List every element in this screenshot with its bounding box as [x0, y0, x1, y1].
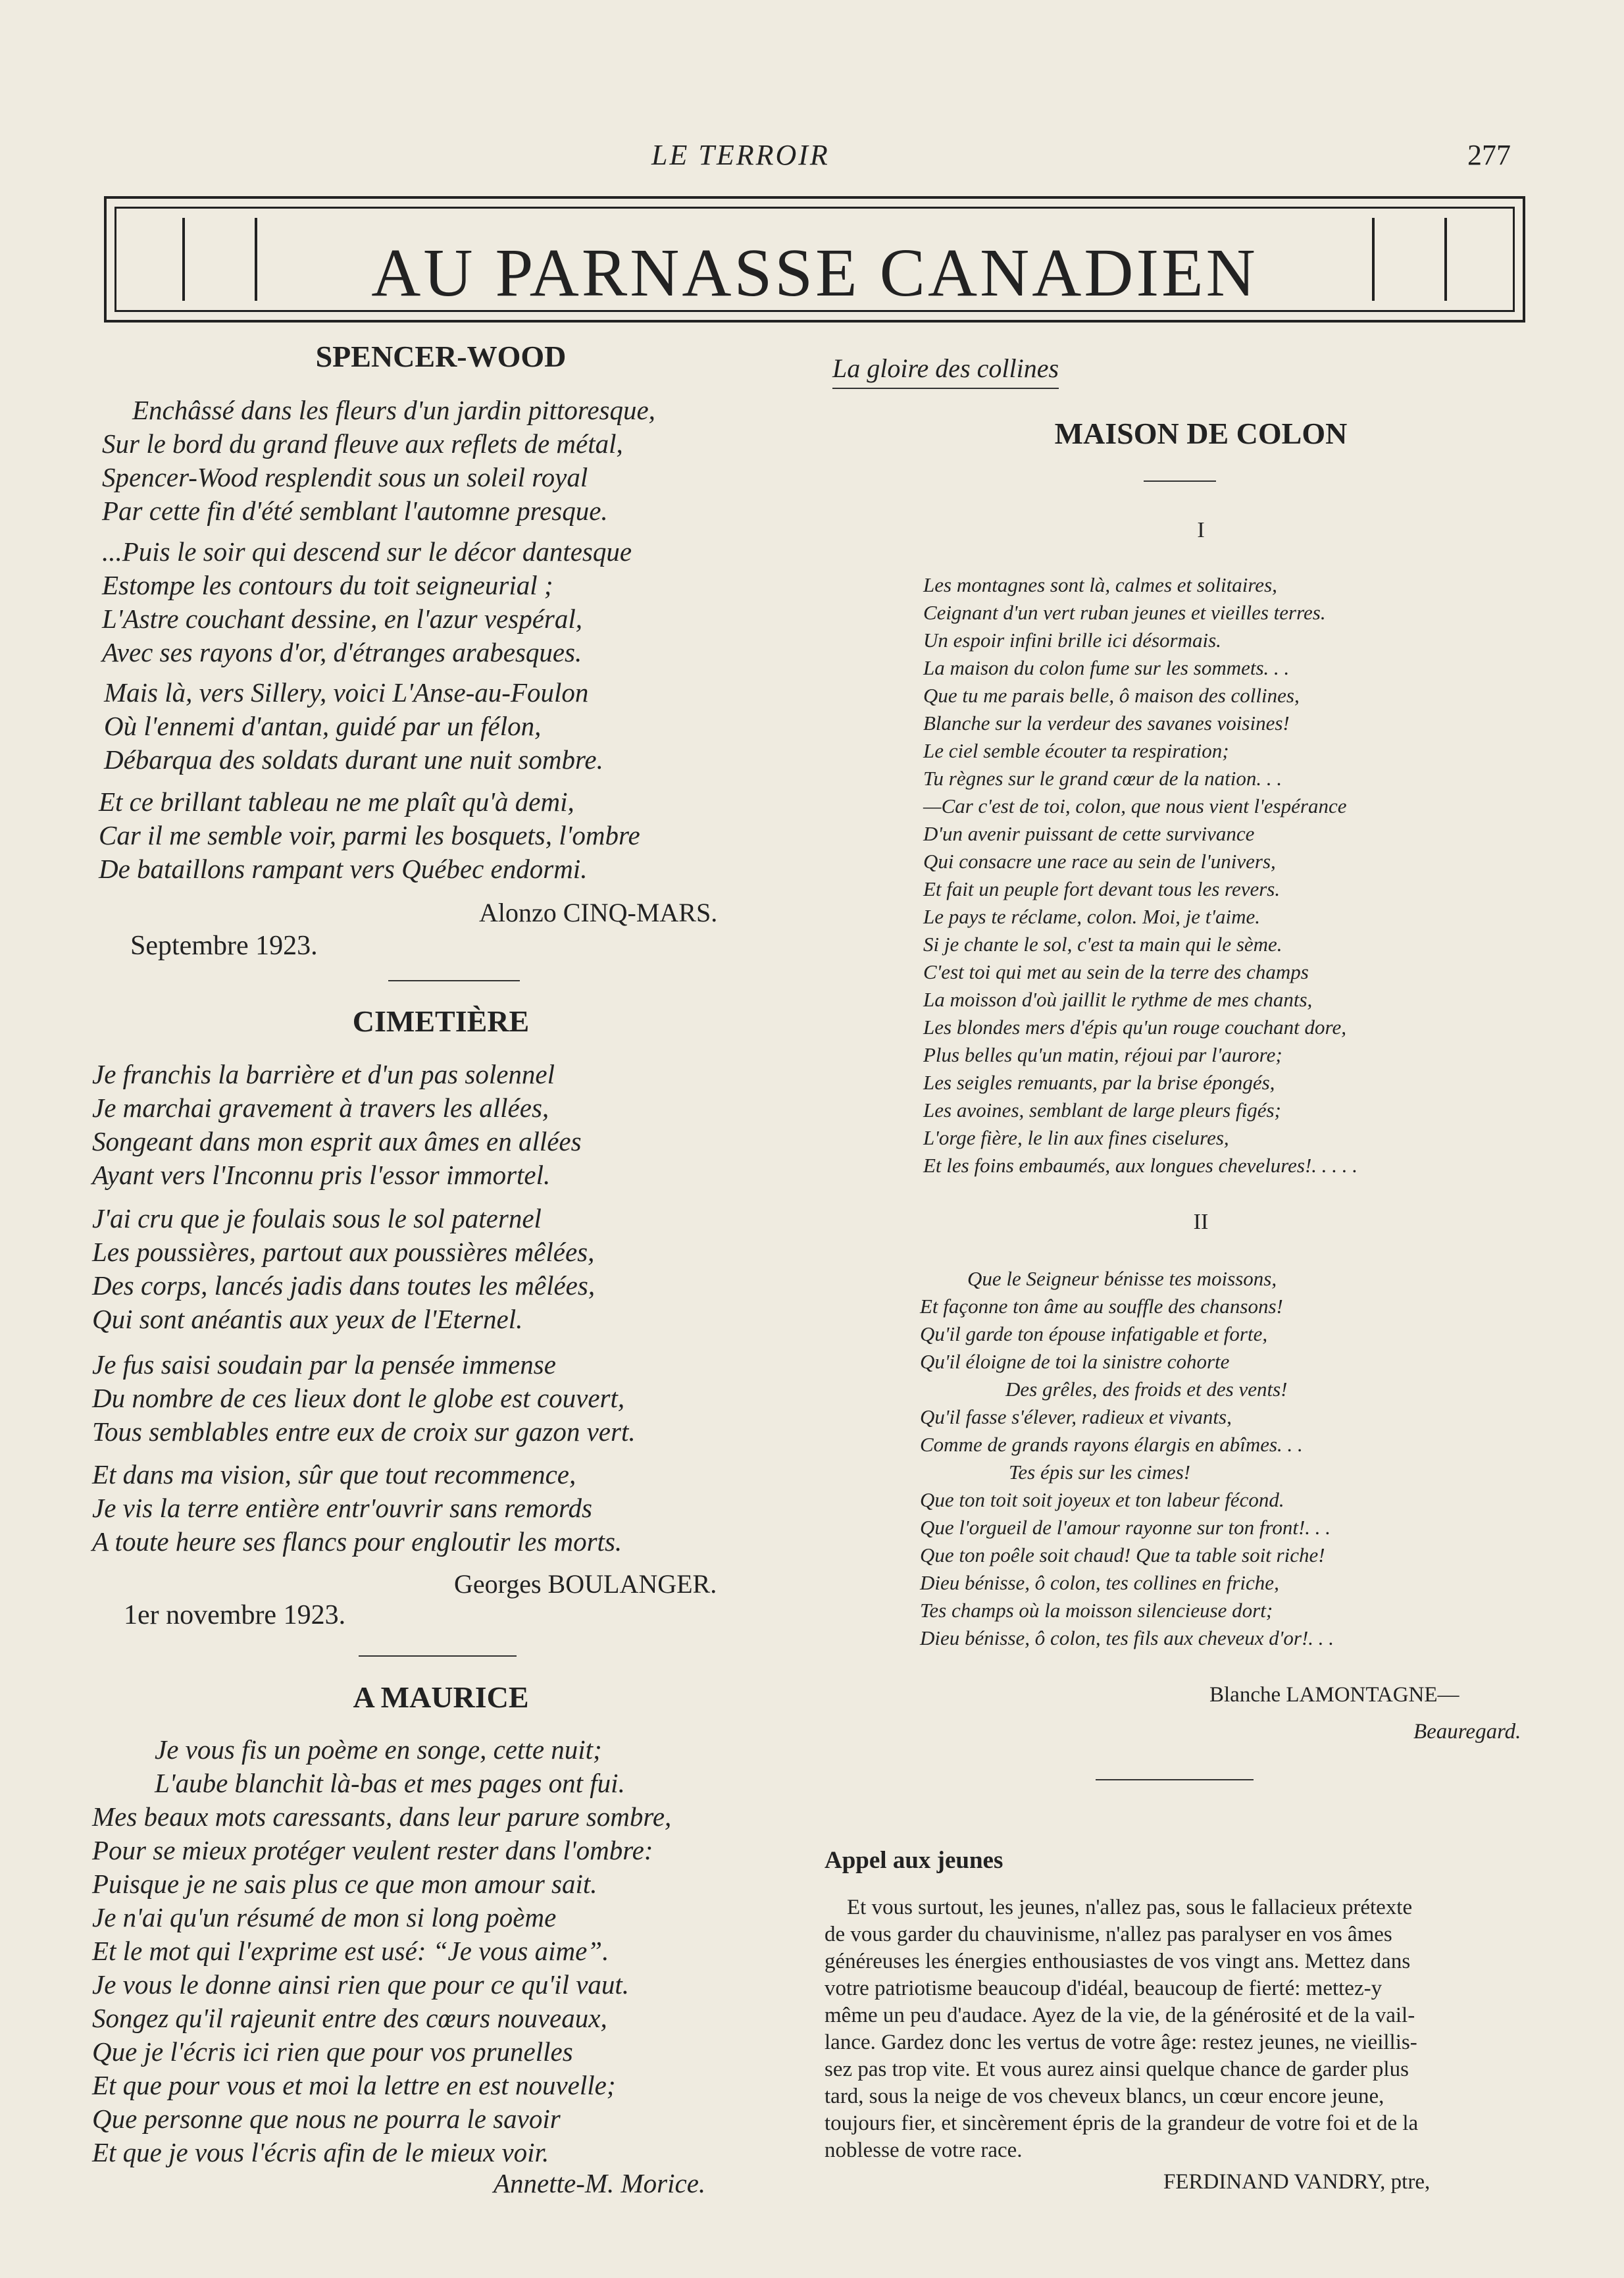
verse-line: Les montagnes sont là, calmes et solitaires, [923, 573, 1277, 596]
verse-line: Et que pour vous et moi la lettre en est nouvelle; [92, 2070, 616, 2100]
verse-line: Que tu me parais belle, ô maison des collines, [923, 684, 1300, 707]
verse-line: —Car c'est de toi, colon, que nous vient l'espérance [923, 794, 1347, 817]
verse-line: Tes épis sur les cimes! [1009, 1461, 1191, 1484]
poem-title-maison-de-colon: MAISON DE COLON [1054, 417, 1348, 450]
verse-line: Je n'ai qu'un résumé de mon si long poème [92, 1902, 557, 1932]
verse-line: La moisson d'où jaillit le rythme de mes chants, [923, 988, 1313, 1011]
poem-stanza [92, 1458, 622, 1559]
poem-stanza [104, 676, 603, 777]
verse-line: Et dans ma vision, sûr que tout recommence, [92, 1459, 576, 1489]
prose-line: sez pas trop vite. Et vous aurez ainsi quelque chance de garder plus [825, 2058, 1409, 2081]
verse-line: L'aube blanchit là-bas et mes pages ont fui. [155, 1768, 625, 1798]
verse-line: Et les foins embaumés, aux longues chevelures!. . . . . [923, 1154, 1358, 1177]
verse-line: Je vous fis un poème en songe, cette nuit; [155, 1734, 602, 1765]
prose-line: de vous garder du chauvinisme, n'allez pas paralyser en vos âmes [825, 1923, 1392, 1946]
verse-line: Sur le bord du grand fleuve aux reflets de métal, [102, 428, 623, 459]
section-divider [1096, 1779, 1254, 1780]
verse-line: Tous semblables entre eux de croix sur gazon vert. [92, 1416, 636, 1447]
verse-line: Blanche sur la verdeur des savanes voisines! [923, 712, 1290, 735]
poem-stanza [102, 535, 632, 669]
prose-line: lance. Gardez donc les vertus de votre âge: restez jeunes, ne vieillis- [825, 2031, 1417, 2054]
poem-stanza [923, 571, 1358, 1179]
verse-line: Que ton poêle soit chaud! Que ta table soit riche! [920, 1543, 1325, 1566]
poem-stanza [92, 1058, 582, 1192]
verse-line: A toute heure ses flancs pour engloutir les morts. [92, 1526, 622, 1557]
prose-paragraph [825, 1894, 1548, 2164]
section-banner [104, 196, 1525, 323]
section-divider [359, 1655, 517, 1657]
verse-line: Le pays te réclame, colon. Moi, je t'aime. [923, 905, 1260, 928]
verse-line: Les seigles remuants, par la brise épongés, [923, 1071, 1275, 1094]
verse-line: Et fait un peuple fort devant tous les revers. [923, 877, 1281, 900]
poem-author: Alonzo CINQ-MARS. [479, 898, 718, 927]
verse-line: ...Puis le soir qui descend sur le décor dantesque [102, 536, 632, 567]
verse-line: Plus belles qu'un matin, réjoui par l'aurore; [923, 1043, 1282, 1066]
verse-line: Je vous le donne ainsi rien que pour ce qu'il vaut. [92, 1969, 630, 2000]
verse-line: Et que je vous l'écris afin de le mieux voir. [92, 2137, 549, 2167]
poem-stanza [99, 785, 640, 886]
banner-inner-frame [114, 207, 1515, 312]
verse-line: Qui consacre une race au sein de l'univers, [923, 850, 1276, 873]
verse-line: Que personne que nous ne pourra le savoir [92, 2104, 561, 2134]
verse-line: Avec ses rayons d'or, d'étranges arabesques. [102, 637, 582, 667]
poem-author: Blanche LAMONTAGNE— [1209, 1683, 1459, 1707]
verse-line: Qu'il garde ton épouse infatigable et forte, [920, 1322, 1268, 1345]
page-number: 277 [1467, 139, 1511, 171]
verse-line: Enchâssé dans les fleurs d'un jardin pittoresque, [132, 395, 655, 425]
verse-line: Le ciel semble écouter ta respiration; [923, 739, 1229, 762]
verse-line: Que je l'écris ici rien que pour vos prunelles [92, 2036, 573, 2067]
poem-stanza [92, 1733, 671, 2169]
banner-title: AU PARNASSE CANADIEN [371, 235, 1258, 311]
verse-line: Que ton toit soit joyeux et ton labeur fécond. [920, 1488, 1284, 1511]
poem-stanza [92, 1348, 636, 1449]
prose-line: toujours fier, et sincèrement épris de la grandeur de votre foi et de la [825, 2111, 1419, 2135]
prose-line: votre patriotisme beaucoup d'idéal, beaucoup de fierté: mettez-y [825, 1977, 1383, 2000]
verse-line: Des corps, lancés jadis dans toutes les mêlées, [92, 1270, 596, 1301]
section-divider [388, 980, 520, 981]
verse-line: Où l'ennemi d'antan, guidé par un félon, [104, 711, 542, 741]
verse-line: L'orge fière, le lin aux fines ciselures, [923, 1126, 1229, 1149]
verse-line: Je marchai gravement à travers les allées, [92, 1093, 549, 1123]
verse-line: Des grêles, des froids et des vents! [1005, 1378, 1288, 1401]
verse-line: Qu'il fasse s'élever, radieux et vivants, [920, 1405, 1232, 1428]
verse-line: Car il me semble voir, parmi les bosquets, l'ombre [99, 820, 640, 850]
verse-line: Mais là, vers Sillery, voici L'Anse-au-Foulon [104, 677, 589, 708]
verse-line: Les poussières, partout aux poussières mêlées, [92, 1237, 595, 1267]
verse-line: Puisque je ne sais plus ce que mon amour sait. [92, 1869, 597, 1899]
part-numeral-2: II [1193, 1210, 1209, 1234]
running-title: LE TERROIR [651, 139, 830, 171]
prose-line: même un peu d'audace. Ayez de la vie, de la générosité et de la vail- [825, 2004, 1415, 2027]
verse-line: Les avoines, semblant de large pleurs figés; [923, 1099, 1281, 1122]
section-title-appel: Appel aux jeunes [825, 1847, 1003, 1874]
verse-line: Tes champs où la moisson silencieuse dort; [920, 1599, 1273, 1622]
collection-title: La gloire des collines [832, 353, 1059, 389]
verse-line: Et façonne ton âme au souffle des chansons! [920, 1295, 1283, 1318]
part-numeral-1: I [1197, 518, 1205, 542]
verse-line: Si je chante le sol, c'est ta main qui le sème. [923, 933, 1282, 956]
prose-line: généreuses les énergies enthousiastes de vos vingt ans. Mettez dans [825, 1950, 1411, 1973]
verse-line: Un espoir infini brille ici désormais. [923, 629, 1221, 652]
prose-line: tard, sous la neige de vos cheveux blancs, un cœur encore jeune, [825, 2084, 1384, 2108]
prose-line: Et vous surtout, les jeunes, n'allez pas, sous le fallacieux prétexte [847, 1896, 1413, 1919]
poem-date: 1er novembre 1923. [124, 1600, 346, 1630]
verse-line: Je franchis la barrière et d'un pas solennel [92, 1059, 555, 1089]
verse-line: Dieu bénisse, ô colon, tes collines en friche, [920, 1571, 1279, 1594]
poem-title-a-maurice: A MAURICE [353, 1680, 529, 1714]
verse-line: Par cette fin d'été semblant l'automne presque. [102, 496, 608, 526]
verse-line: Et ce brillant tableau ne me plaît qu'à demi, [99, 787, 574, 817]
poem-date: Septembre 1923. [130, 931, 318, 961]
poem-place: Beauregard. [1413, 1720, 1521, 1744]
verse-line: La maison du colon fume sur les sommets. . . [923, 656, 1290, 679]
verse-line: Ceignant d'un vert ruban jeunes et vieilles terres. [923, 601, 1326, 624]
verse-line: Qu'il éloigne de toi la sinistre cohorte [920, 1350, 1230, 1373]
verse-line: L'Astre couchant dessine, en l'azur vespéral, [102, 604, 582, 634]
poem-stanza [102, 394, 655, 528]
poem-title-cimetiere: CIMETIÈRE [352, 1004, 530, 1038]
verse-line: Songeant dans mon esprit aux âmes en allées [92, 1126, 582, 1156]
prose-line: noblesse de votre race. [825, 2138, 1023, 2162]
verse-line: Les blondes mers d'épis qu'un rouge couchant dore, [923, 1016, 1346, 1039]
verse-line: Comme de grands rayons élargis en abîmes. . . [920, 1433, 1303, 1456]
verse-line: Ayant vers l'Inconnu pris l'essor immortel. [92, 1160, 551, 1190]
verse-line: D'un avenir puissant de cette survivance [923, 822, 1255, 845]
verse-line: Estompe les contours du toit seigneurial ; [102, 570, 553, 600]
verse-line: Du nombre de ces lieux dont le globe est couvert, [92, 1383, 625, 1413]
poem-stanza [920, 1265, 1334, 1652]
verse-line: Songez qu'il rajeunit entre des cœurs nouveaux, [92, 2003, 607, 2033]
verse-line: Dieu bénisse, ô colon, tes fils aux cheveux d'or!. . . [920, 1626, 1334, 1649]
verse-line: Je fus saisi soudain par la pensée immense [92, 1349, 556, 1380]
verse-line: Je vis la terre entière entr'ouvrir sans remords [92, 1493, 592, 1523]
poem-stanza [92, 1202, 595, 1336]
verse-line: Tu règnes sur le grand cœur de la nation. . . [923, 767, 1282, 790]
signature: FERDINAND VANDRY, ptre, [1163, 2170, 1431, 2194]
verse-line: C'est toi qui met au sein de la terre des champs [923, 960, 1309, 983]
verse-line: Et le mot qui l'exprime est usé: “Je vous aime”. [92, 1936, 609, 1966]
verse-line: Que le Seigneur bénisse tes moissons, [967, 1267, 1277, 1290]
section-divider [1144, 480, 1216, 482]
poem-author: Georges BOULANGER. [454, 1569, 717, 1599]
poem-title-spencer-wood: SPENCER-WOOD [315, 340, 567, 373]
verse-line: Spencer-Wood resplendit sous un soleil royal [102, 462, 588, 492]
verse-line: De bataillons rampant vers Québec endormi. [99, 854, 588, 884]
verse-line: Pour se mieux protéger veulent rester dans l'ombre: [92, 1835, 653, 1865]
verse-line: J'ai cru que je foulais sous le sol paternel [92, 1203, 542, 1233]
verse-line: Débarqua des soldats durant une nuit sombre. [104, 744, 603, 775]
verse-line: Mes beaux mots caressants, dans leur parure sombre, [92, 1801, 672, 1832]
verse-line: Qui sont anéantis aux yeux de l'Eternel. [92, 1304, 523, 1334]
verse-line: Que l'orgueil de l'amour rayonne sur ton front!. . . [920, 1516, 1331, 1539]
poem-author: Annette-M. Morice. [494, 2168, 706, 2198]
